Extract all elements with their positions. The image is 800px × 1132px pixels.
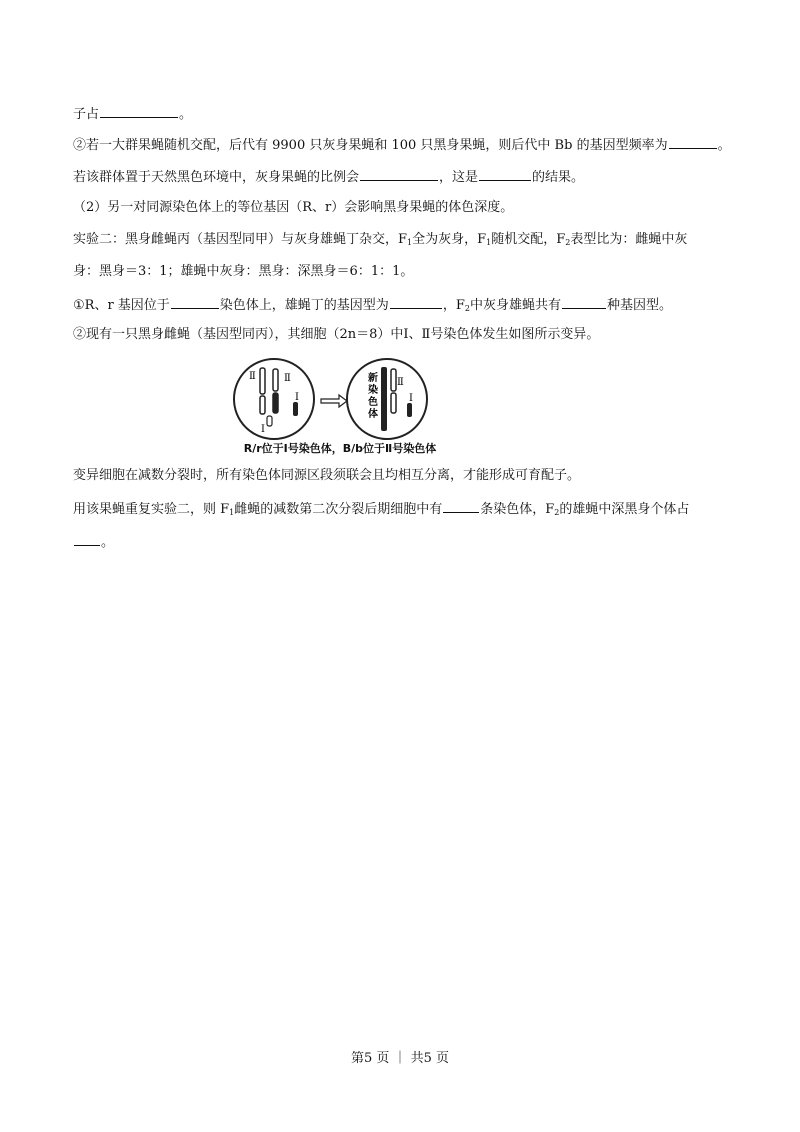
- text-line-2: [73, 135, 731, 155]
- subscript: 2: [554, 508, 560, 517]
- text-line-10: [73, 499, 689, 522]
- line-text: 随机交配，F: [491, 232, 566, 247]
- line-text: 中灰身雄蝇共有: [469, 298, 561, 313]
- line-text: 若该群体置于天然黑色环境中，灰身果蝇的比例会: [73, 170, 360, 185]
- line-text: ②若一大群果蝇随机交配，后代有 9900 只灰身果蝇和 100 只黑身果蝇，则后代中 Bb 的基因型频率为: [73, 138, 668, 153]
- chromosome-II-c: [391, 369, 396, 391]
- text-line-5: [73, 231, 687, 252]
- line-text: 。: [179, 107, 193, 122]
- text-line-6: [73, 263, 413, 281]
- label-II-left: Ⅱ: [249, 371, 256, 382]
- line-text: 表型比为：雌蝇中灰: [570, 232, 688, 247]
- subscript: 2: [565, 238, 571, 247]
- answer-blank[interactable]: [74, 532, 100, 546]
- line-text: ，F: [442, 298, 465, 313]
- line-text: 的结果。: [532, 170, 585, 185]
- chromosome-II-c-lower: [391, 393, 396, 413]
- answer-blank[interactable]: [669, 135, 717, 149]
- line-text: 的雄蝇中深黑身个体占: [559, 502, 690, 517]
- chromosome-I-c: [407, 403, 412, 417]
- subscript: 2: [464, 304, 470, 313]
- text-line-11: [73, 532, 114, 552]
- chromosome-II-a-lower: [260, 396, 265, 414]
- new-chromosome: [381, 367, 387, 431]
- text-line-3: [73, 167, 584, 187]
- page-footer: 第5 页 ｜ 共5 页: [350, 1051, 450, 1066]
- new-chromosome-label-char: 色: [368, 397, 378, 408]
- line-text: 变异细胞在减数分裂时，所有染色体同源区段须联会且均相互分离，才能形成可育配子。: [73, 468, 581, 483]
- label-II-new: Ⅱ: [397, 377, 404, 388]
- line-text: 雌蝇的减数第二次分裂后期细胞中有: [234, 502, 443, 517]
- text-line-7: [73, 295, 672, 318]
- chromosome-I-b: [267, 416, 272, 426]
- chromosome-II-b-lower: [273, 393, 278, 413]
- answer-blank[interactable]: [562, 295, 606, 309]
- new-chromosome-label-char: 新: [368, 373, 378, 384]
- label-I-left: Ⅰ: [261, 424, 265, 435]
- line-text: 全为灰身，F: [412, 232, 487, 247]
- line-text: 种基因型。: [606, 298, 672, 313]
- subscript: 1: [229, 508, 235, 517]
- subscript: 1: [486, 238, 492, 247]
- label-II-right: Ⅱ: [284, 373, 291, 384]
- answer-blank[interactable]: [479, 167, 531, 181]
- chromosome-I-a: [293, 402, 298, 416]
- line-text: 。: [717, 138, 731, 153]
- text-line-8: [73, 326, 599, 344]
- chromosome-II-a: [260, 368, 265, 394]
- line-text: ②现有一只黑身雌蝇（基因型同丙），其细胞（2n＝8）中Ⅰ、Ⅱ号染色体发生如图所示变异。: [73, 327, 600, 342]
- line-text: 。: [101, 535, 115, 550]
- line-text: 条染色体，F: [480, 502, 555, 517]
- answer-blank[interactable]: [443, 499, 479, 513]
- chromosome-II-b: [273, 369, 278, 391]
- answer-blank[interactable]: [360, 167, 438, 181]
- figure-caption: R/r位于Ⅰ号染色体，B/b位于Ⅱ号染色体: [243, 442, 437, 455]
- text-line-4: [73, 199, 513, 217]
- line-text: 用该果蝇重复实验二，则 F: [73, 502, 230, 517]
- answer-blank[interactable]: [100, 104, 178, 118]
- new-chromosome-label-char: 体: [368, 409, 378, 420]
- answer-blank[interactable]: [171, 295, 219, 309]
- arrow-icon: [321, 395, 347, 407]
- line-text: ，这是: [439, 170, 479, 185]
- subscript: 1: [407, 238, 413, 247]
- answer-blank[interactable]: [390, 295, 442, 309]
- text-line-1: [73, 104, 192, 124]
- line-text: 实验二：黑身雌蝇丙（基因型同甲）与灰身雄蝇丁杂交，F: [73, 232, 408, 247]
- line-text: （2）另一对同源染色体上的等位基因（R、r）会影响黑身果蝇的体色深度。: [73, 200, 514, 215]
- line-text: 子占: [73, 107, 100, 122]
- line-text: 身：黑身＝3：1；雄蝇中灰身：黑身：深黑身＝6：1：1。: [73, 264, 414, 279]
- new-chromosome-label-char: 染: [368, 385, 378, 396]
- label-I-right: Ⅰ: [295, 392, 299, 403]
- new-chromosome-label: [368, 371, 378, 420]
- line-text: 染色体上，雄蝇丁的基因型为: [219, 298, 389, 313]
- label-I-new: Ⅰ: [409, 393, 413, 404]
- text-line-9: [73, 467, 580, 485]
- line-text: ①R、r 基因位于: [73, 298, 170, 313]
